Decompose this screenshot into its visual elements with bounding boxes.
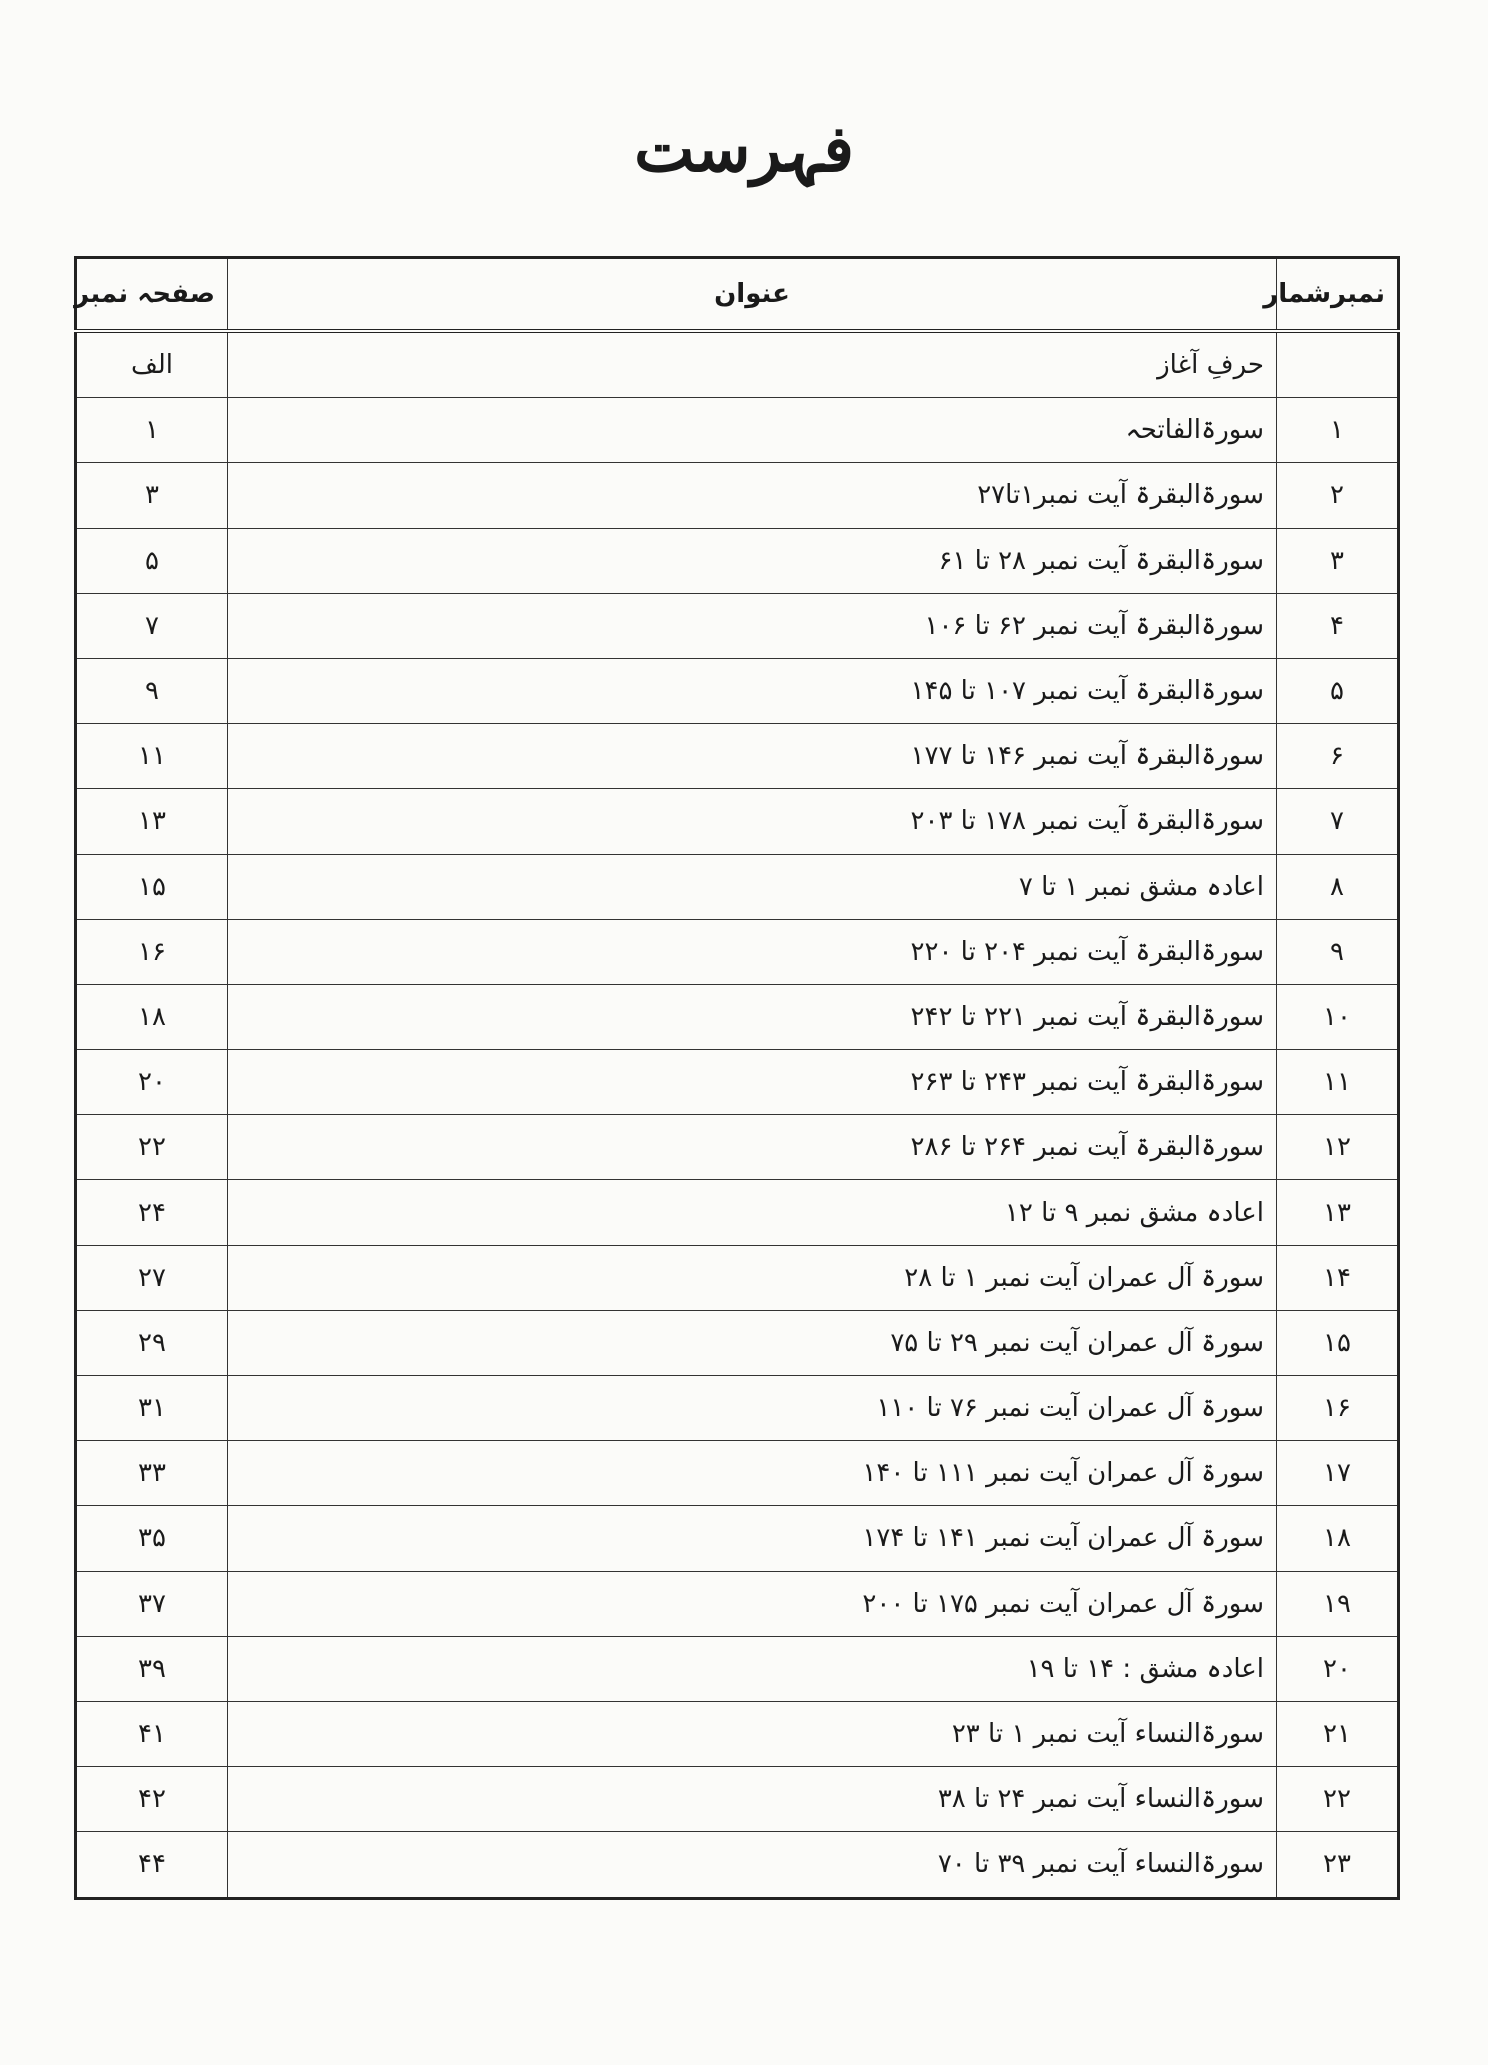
table-row [76,463,1399,528]
header-row [76,258,1399,332]
topic-cell: سورۃ آل عمران آیت نمبر ۷۶ تا ۱۱۰ [228,1376,1277,1441]
serial-cell: ۵ [1277,658,1399,723]
table-row [76,1180,1399,1245]
topic-cell: سورۃالنساء آیت نمبر ۳۹ تا ۷۰ [228,1832,1277,1898]
serial-cell: ۱ [1277,398,1399,463]
page-title: فہرست [634,112,854,187]
table-row [76,1636,1399,1701]
table-row [76,919,1399,984]
topic-cell: سورۃالبقرۃ آیت نمبر ۱۴۶ تا ۱۷۷ [228,724,1277,789]
page-cell: ۳۳ [76,1441,228,1506]
page-cell: ۳ [76,463,228,528]
topic-cell: سورۃ آل عمران آیت نمبر ۱۷۵ تا ۲۰۰ [228,1571,1277,1636]
table-row [76,398,1399,463]
table-row [76,1310,1399,1375]
topic-cell: سورۃالنساء آیت نمبر ۲۴ تا ۳۸ [228,1767,1277,1832]
topic-cell: سورۃالبقرۃ آیت نمبر ۲۴۳ تا ۲۶۳ [228,1050,1277,1115]
page-cell: ۲۴ [76,1180,228,1245]
topic-header: عنوان [228,258,1277,332]
serial-cell: ۱۶ [1277,1376,1399,1441]
table-row [76,1506,1399,1571]
page-cell: ۲۰ [76,1050,228,1115]
table-row [76,1441,1399,1506]
table-row [76,1701,1399,1766]
page-cell: ۳۷ [76,1571,228,1636]
page-cell: ۲۲ [76,1115,228,1180]
serial-cell: ۲ [1277,463,1399,528]
table-row [76,1245,1399,1310]
serial-cell: ۹ [1277,919,1399,984]
page-cell: ۱۶ [76,919,228,984]
table-row [76,528,1399,593]
table-row [76,658,1399,723]
page-cell: ۳۵ [76,1506,228,1571]
topic-cell: سورۃ آل عمران آیت نمبر ۱ تا ۲۸ [228,1245,1277,1310]
table-row [76,789,1399,854]
topic-cell: حرفِ آغاز [228,331,1277,398]
table-row [76,593,1399,658]
serial-cell: ۳ [1277,528,1399,593]
page-cell: ۷ [76,593,228,658]
topic-cell: سورۃالبقرۃ آیت نمبر ۲۶۴ تا ۲۸۶ [228,1115,1277,1180]
topic-cell: اعادہ مشق نمبر ۱ تا ۷ [228,854,1277,919]
topic-cell: سورۃالفاتحہ [228,398,1277,463]
serial-cell [1277,331,1399,398]
page-cell: ۱ [76,398,228,463]
topic-cell: سورۃ آل عمران آیت نمبر ۱۱۱ تا ۱۴۰ [228,1441,1277,1506]
page-cell: ۴۴ [76,1832,228,1898]
serial-cell: ۷ [1277,789,1399,854]
table-row [76,1050,1399,1115]
topic-cell: سورۃ آل عمران آیت نمبر ۱۴۱ تا ۱۷۴ [228,1506,1277,1571]
serial-cell: ۲۲ [1277,1767,1399,1832]
page-header: صفحہ نمبر [76,258,228,332]
topic-cell: سورۃالبقرۃ آیت نمبر ۲۸ تا ۶۱ [228,528,1277,593]
serial-cell: ۶ [1277,724,1399,789]
topic-cell: سورۃالنساء آیت نمبر ۱ تا ۲۳ [228,1701,1277,1766]
serial-cell: ۱۵ [1277,1310,1399,1375]
topic-cell: سورۃالبقرۃ آیت نمبر ۶۲ تا ۱۰۶ [228,593,1277,658]
table-row [76,1832,1399,1898]
serial-cell: ۱۷ [1277,1441,1399,1506]
table-row [76,1115,1399,1180]
table-row [76,1571,1399,1636]
page-cell: ۲۹ [76,1310,228,1375]
serial-cell: ۲۰ [1277,1636,1399,1701]
serial-cell: ۴ [1277,593,1399,658]
page-cell: ۳۱ [76,1376,228,1441]
page-cell: ۵ [76,528,228,593]
contents-table [74,256,1400,1900]
serial-cell: ۱۴ [1277,1245,1399,1310]
page-cell: الف [76,331,228,398]
page-cell: ۳۹ [76,1636,228,1701]
topic-cell: سورۃ آل عمران آیت نمبر ۲۹ تا ۷۵ [228,1310,1277,1375]
table-row [76,331,1399,398]
page-cell: ۴۲ [76,1767,228,1832]
table-row [76,724,1399,789]
serial-cell: ۱۸ [1277,1506,1399,1571]
topic-cell: سورۃالبقرۃ آیت نمبر۱تا۲۷ [228,463,1277,528]
topic-cell: سورۃالبقرۃ آیت نمبر ۱۷۸ تا ۲۰۳ [228,789,1277,854]
table-row [76,1376,1399,1441]
table-row [76,984,1399,1049]
page-cell: ۱۳ [76,789,228,854]
table-row [76,1767,1399,1832]
serial-cell: ۱۲ [1277,1115,1399,1180]
page-cell: ۲۷ [76,1245,228,1310]
topic-cell: اعادہ مشق نمبر ۹ تا ۱۲ [228,1180,1277,1245]
serial-cell: ۱۱ [1277,1050,1399,1115]
serial-cell: ۸ [1277,854,1399,919]
serial-cell: ۲۱ [1277,1701,1399,1766]
serial-cell: ۲۳ [1277,1832,1399,1898]
topic-cell: اعادہ مشق : ۱۴ تا ۱۹ [228,1636,1277,1701]
serial-cell: ۱۳ [1277,1180,1399,1245]
topic-cell: سورۃالبقرۃ آیت نمبر ۲۲۱ تا ۲۴۲ [228,984,1277,1049]
page-cell: ۱۵ [76,854,228,919]
serial-header: نمبرشمار [1277,258,1399,332]
page-cell: ۱۱ [76,724,228,789]
serial-cell: ۱۹ [1277,1571,1399,1636]
page-cell: ۴۱ [76,1701,228,1766]
table-row [76,854,1399,919]
topic-cell: سورۃالبقرۃ آیت نمبر ۲۰۴ تا ۲۲۰ [228,919,1277,984]
serial-cell: ۱۰ [1277,984,1399,1049]
topic-cell: سورۃالبقرۃ آیت نمبر ۱۰۷ تا ۱۴۵ [228,658,1277,723]
page-cell: ۹ [76,658,228,723]
page-cell: ۱۸ [76,984,228,1049]
